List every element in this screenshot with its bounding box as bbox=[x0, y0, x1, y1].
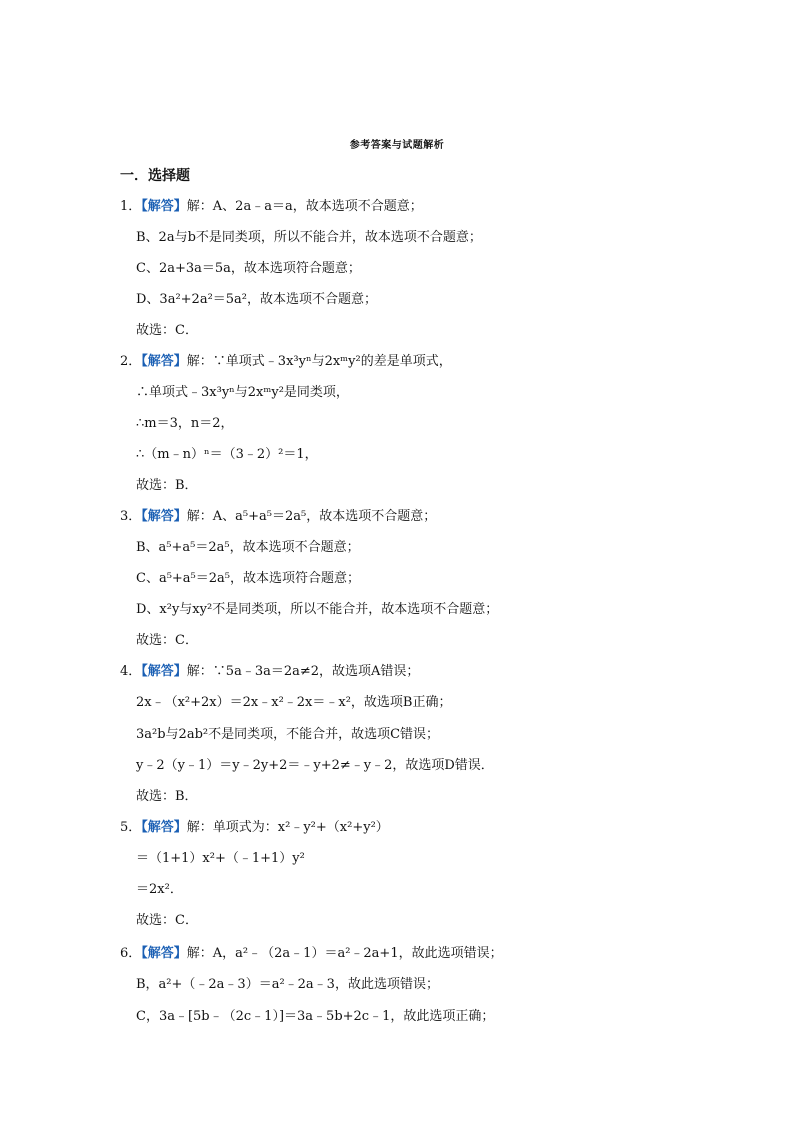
q4-text-1: 解：∵5a﹣3a＝2a≠2，故选项A错误； bbox=[186, 664, 420, 679]
answer-tag: 【解答】 bbox=[141, 354, 187, 369]
q3-line-4: D、x²y与xy²不是同类项，所以不能合并，故本选项不合题意； bbox=[136, 602, 499, 617]
q1-line-3: C、2a+3a＝5a，故本选项符合题意； bbox=[136, 261, 361, 276]
question-number: 3． bbox=[120, 509, 142, 524]
q6-text-1: 解：A，a²﹣（2a﹣1）＝a²﹣2a+1，故此选项错误； bbox=[186, 946, 503, 961]
q1-line-4: D、3a²+2a²＝5a²，故本选项不合题意； bbox=[136, 292, 378, 307]
q6-line-3: C，3a﹣[5b﹣（2c﹣1）]＝3a﹣5b+2c﹣1，故此选项正确； bbox=[136, 1009, 495, 1024]
question-number: 4． bbox=[120, 664, 142, 679]
q2-line-4: ∴（m﹣n）ⁿ＝（3﹣2）²＝1， bbox=[136, 447, 318, 462]
q5-line-3: ＝2x²． bbox=[136, 882, 183, 897]
answer-tag: 【解答】 bbox=[141, 199, 187, 214]
q2-line-2: ∴单项式﹣3x³yⁿ与2xᵐy²是同类项， bbox=[136, 385, 349, 400]
q5-line-1 bbox=[120, 819, 389, 837]
answer-tag: 【解答】 bbox=[141, 664, 187, 679]
q4-line-2: 2x﹣（x²+2x）＝2x﹣x²﹣2x＝﹣x²，故选项B正确； bbox=[136, 695, 452, 710]
q6-line-1 bbox=[120, 945, 503, 963]
q4-line-3: 3a²b与2ab²不是同类项，不能合并，故选项C错误； bbox=[136, 727, 440, 742]
page-title: 参考答案与试题解析 bbox=[349, 140, 445, 151]
q3-line-1 bbox=[120, 508, 436, 526]
answer-tag: 【解答】 bbox=[141, 509, 187, 524]
q5-text-1: 解：单项式为：x²﹣y²+（x²+y²） bbox=[186, 820, 389, 835]
q4-line-4: y﹣2（y﹣1）＝y﹣2y+2＝﹣y+2≠﹣y﹣2，故选项D错误． bbox=[136, 758, 494, 773]
section-heading: 一．选择题 bbox=[120, 168, 190, 184]
answer-tag: 【解答】 bbox=[141, 820, 187, 835]
q2-line-1 bbox=[120, 353, 452, 371]
q3-text-1: 解：A、a⁵+a⁵＝2a⁵，故本选项不合题意； bbox=[186, 509, 437, 524]
q6-line-2: B，a²+（﹣2a﹣3）＝a²﹣2a﹣3，故此选项错误； bbox=[136, 977, 439, 992]
q1-line-2: B、2a与b不是同类项，所以不能合并，故本选项不合题意； bbox=[136, 230, 482, 245]
q1-text-1: 解：A、2a﹣a＝a，故本选项不合题意； bbox=[186, 199, 423, 214]
q2-line-3: ∴m＝3，n＝2， bbox=[136, 416, 234, 431]
q3-line-3: C、a⁵+a⁵＝2a⁵，故本选项符合题意； bbox=[136, 571, 360, 586]
q4-line-1 bbox=[120, 663, 419, 681]
question-number: 2． bbox=[120, 354, 142, 369]
q4-line-5: 故选：B． bbox=[136, 789, 198, 804]
question-number: 5． bbox=[120, 820, 142, 835]
q5-line-4: 故选：C． bbox=[136, 913, 198, 928]
q3-line-5: 故选：C． bbox=[136, 633, 198, 648]
answer-tag: 【解答】 bbox=[141, 946, 187, 961]
q1-line-5: 故选：C． bbox=[136, 323, 198, 338]
q5-line-2: ＝（1+1）x²+（﹣1+1）y² bbox=[136, 851, 305, 866]
q3-line-2: B、a⁵+a⁵＝2a⁵，故本选项不合题意； bbox=[136, 540, 360, 555]
q2-line-5: 故选：B． bbox=[136, 478, 198, 493]
q2-text-1: 解：∵单项式﹣3x³yⁿ与2xᵐy²的差是单项式， bbox=[186, 354, 452, 369]
question-number: 1． bbox=[120, 199, 142, 214]
question-number: 6． bbox=[120, 946, 142, 961]
q1-line-1 bbox=[120, 198, 423, 216]
